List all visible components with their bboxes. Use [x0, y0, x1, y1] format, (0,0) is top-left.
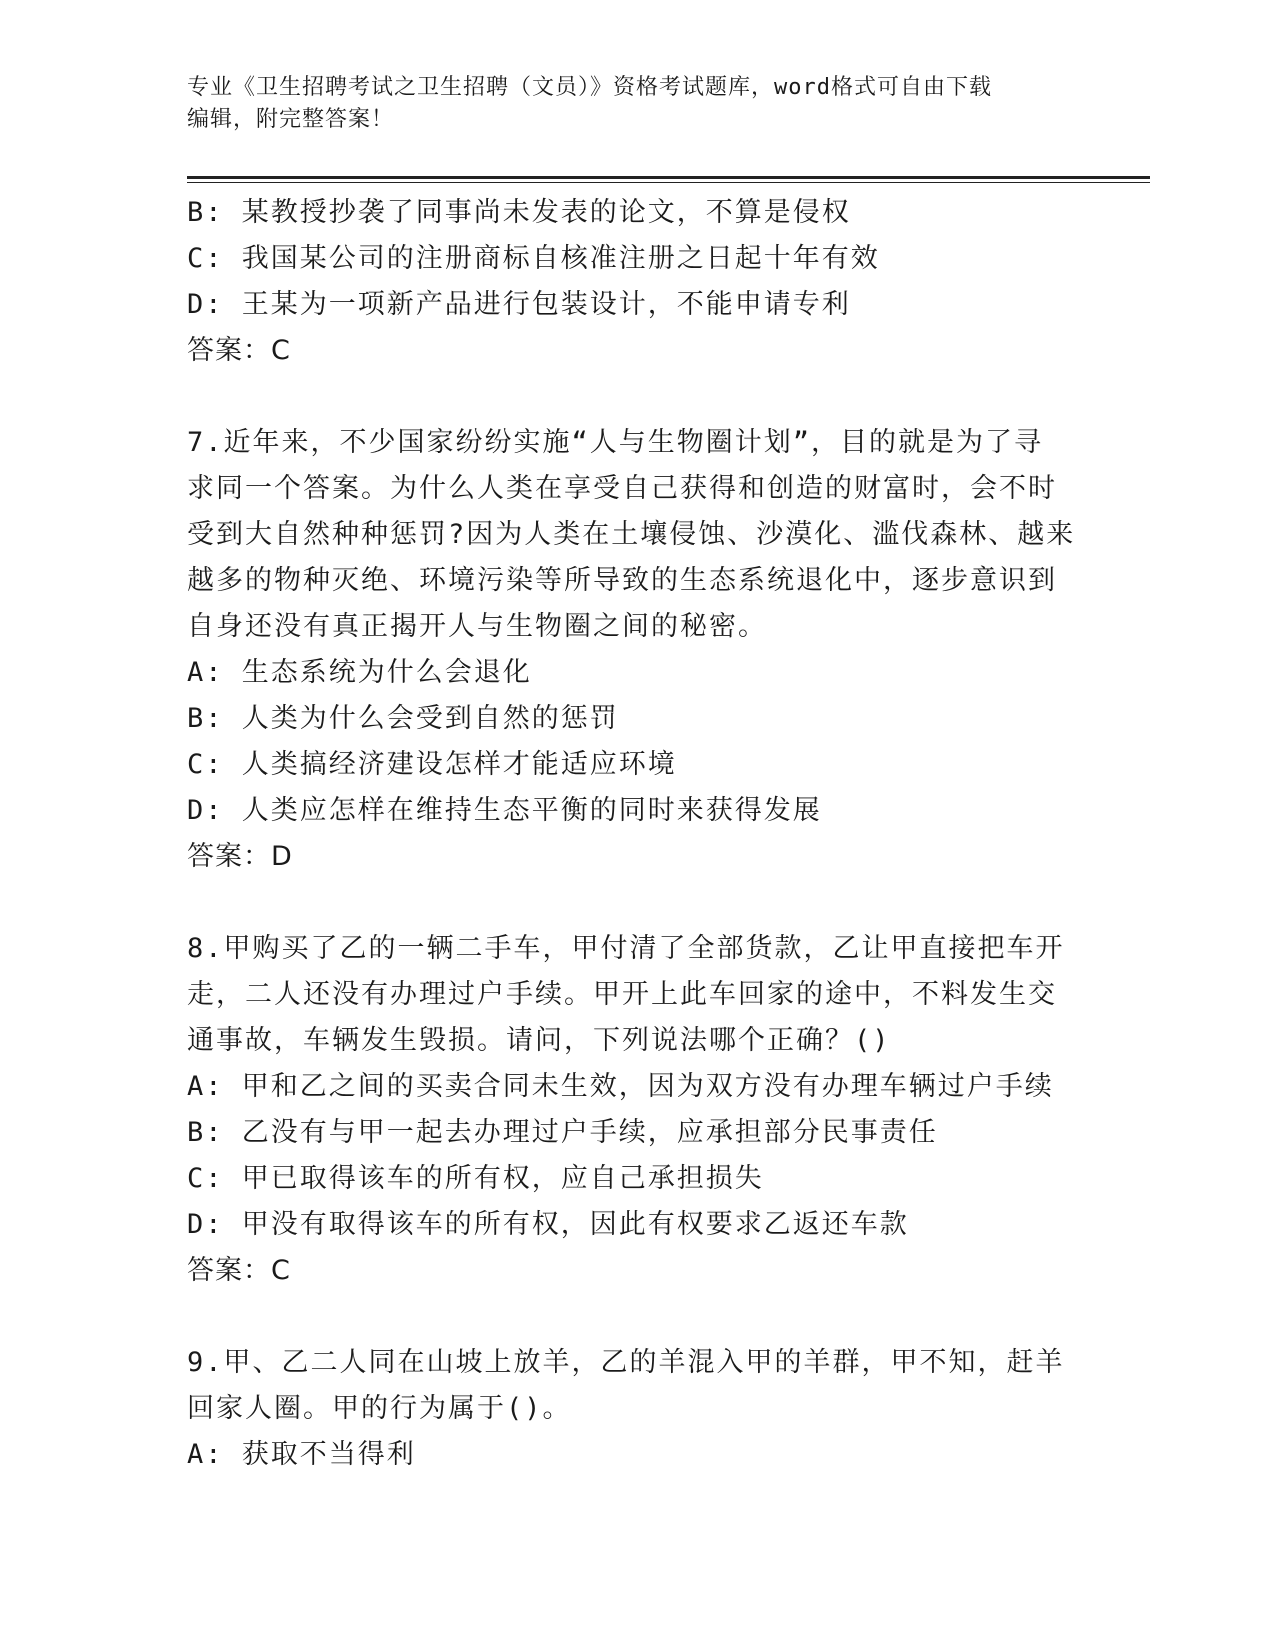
question-7 [187, 420, 1087, 880]
q8-stem-line: 走，二人还没有办理过户手续。甲开上此车回家的途中，不料发生交 [187, 979, 1057, 1010]
q7-answer: 答案：D [187, 841, 293, 872]
q9-stem-line: 9.甲、乙二人同在山坡上放羊，乙的羊混入甲的羊群，甲不知，赶羊 [187, 1347, 1065, 1378]
q6-option-b: B: 某教授抄袭了同事尚未发表的论文，不算是侵权 [187, 197, 851, 228]
q7-stem-line: 自身还没有真正揭开人与生物圈之间的秘密。 [187, 611, 767, 642]
q8-option-b: B: 乙没有与甲一起去办理过户手续，应承担部分民事责任 [187, 1117, 938, 1148]
question-content [187, 190, 1087, 1478]
q6-option-c: C: 我国某公司的注册商标自核准注册之日起十年有效 [187, 243, 880, 274]
q8-stem-line: 通事故，车辆发生毁损。请问，下列说法哪个正确？() [187, 1025, 891, 1056]
q9-option-a: A: 获取不当得利 [187, 1439, 416, 1470]
header-divider-thin [187, 182, 1150, 183]
q7-option-d: D: 人类应怎样在维持生态平衡的同时来获得发展 [187, 795, 822, 826]
spacer [187, 880, 1087, 926]
question-8 [187, 926, 1087, 1294]
q8-option-a: A: 甲和乙之间的买卖合同未生效，因为双方没有办理车辆过户手续 [187, 1071, 1054, 1102]
q7-option-c: C: 人类搞经济建设怎样才能适应环境 [187, 749, 677, 780]
q6-option-d: D: 王某为一项新产品进行包装设计，不能申请专利 [187, 289, 851, 320]
q8-answer: 答案：C [187, 1255, 291, 1286]
spacer [187, 374, 1087, 420]
q7-stem-line: 越多的物种灭绝、环境污染等所导致的生态系统退化中，逐步意识到 [187, 565, 1057, 596]
header-line-1: 专业《卫生招聘考试之卫生招聘（文员）》资格考试题库，word格式可自由下载 [187, 75, 992, 100]
q7-option-b: B: 人类为什么会受到自然的惩罚 [187, 703, 619, 734]
q8-option-c: C: 甲已取得该车的所有权，应自己承担损失 [187, 1163, 764, 1194]
q7-stem-line: 求同一个答案。为什么人类在享受自己获得和创造的财富时，会不时 [187, 473, 1057, 504]
q8-option-d: D: 甲没有取得该车的所有权，因此有权要求乙返还车款 [187, 1209, 909, 1240]
question-6 [187, 190, 1087, 374]
q8-stem-line: 8.甲购买了乙的一辆二手车，甲付清了全部货款，乙让甲直接把车开 [187, 933, 1065, 964]
q7-option-a: A: 生态系统为什么会退化 [187, 657, 532, 688]
q7-stem-line: 受到大自然种种惩罚?因为人类在土壤侵蚀、沙漠化、滥伐森林、越来 [187, 519, 1076, 550]
document-header [187, 72, 1067, 136]
spacer [187, 1294, 1087, 1340]
q9-stem-line: 回家人圈。甲的行为属于()。 [187, 1393, 572, 1424]
header-line-2: 编辑，附完整答案！ [187, 107, 395, 132]
question-9 [187, 1340, 1087, 1478]
q7-stem-line: 7.近年来，不少国家纷纷实施“人与生物圈计划”，目的就是为了寻 [187, 427, 1044, 458]
q6-answer: 答案：C [187, 335, 291, 366]
header-divider-thick [187, 176, 1150, 179]
